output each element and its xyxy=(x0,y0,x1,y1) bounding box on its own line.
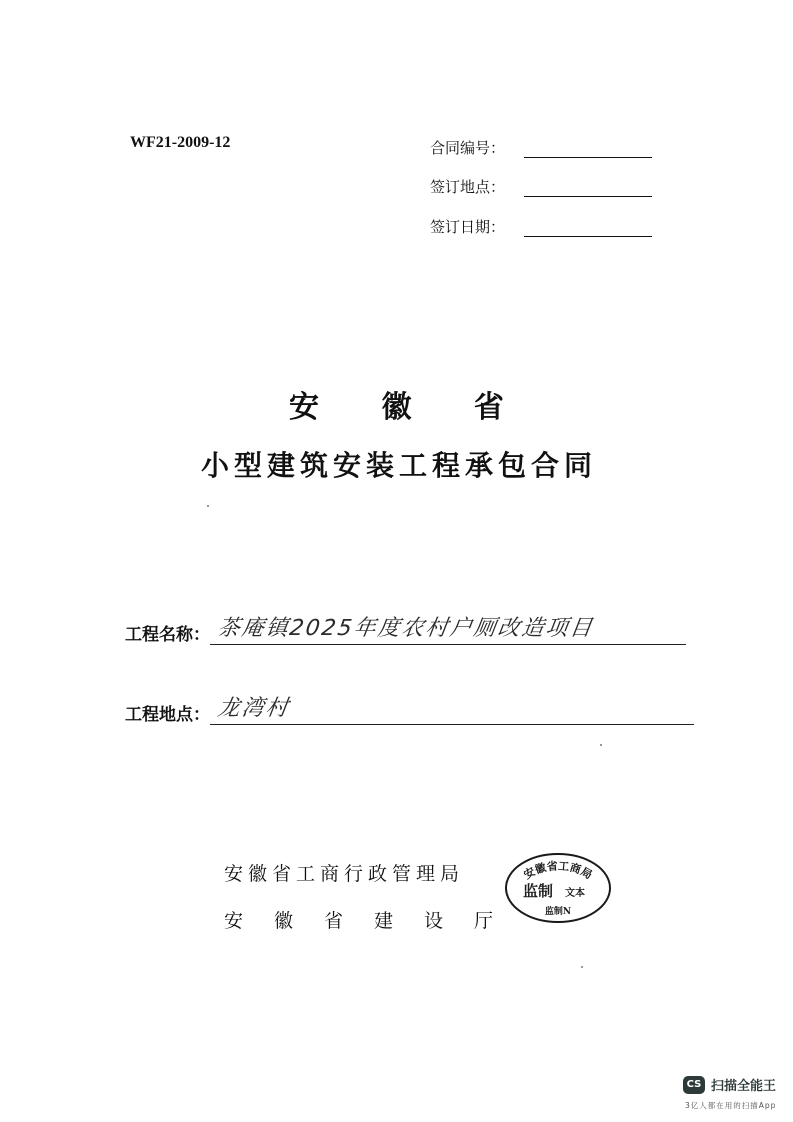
contract-number-label: 合同编号： xyxy=(430,139,506,157)
contract-title: 小型建筑安装工程承包合同 xyxy=(200,449,597,482)
seal-bottom-text: 监制N xyxy=(544,907,572,917)
province-title: 安 徽 省 xyxy=(289,390,530,425)
contract-number-field[interactable] xyxy=(524,139,652,158)
scanner-badge xyxy=(683,1075,776,1094)
sign-date-label: 签订日期： xyxy=(430,218,506,236)
seal-arc-text: 安徽省工商局 xyxy=(521,859,595,882)
sign-place-row xyxy=(430,176,652,197)
sign-date-row xyxy=(430,216,652,237)
contract-number-row xyxy=(430,137,652,158)
sign-place-field[interactable] xyxy=(524,178,652,197)
camscanner-icon: CS xyxy=(683,1076,705,1094)
issuer-construction: 安徽省建设厅 xyxy=(224,910,525,932)
official-seal xyxy=(503,852,613,924)
seal-right-text: 文本 xyxy=(565,888,585,899)
scan-speck xyxy=(600,744,602,746)
seal-middle-text: 监制 xyxy=(523,882,554,900)
sign-place-label: 签订地点： xyxy=(430,178,506,196)
project-name-field[interactable] xyxy=(210,614,686,645)
form-code: WF21-2009-12 xyxy=(130,134,231,151)
project-name-value: 茶庵镇2025年度农村户厕改造项目 xyxy=(215,616,596,641)
issuer-aic: 安徽省工商行政管理局 xyxy=(224,863,465,885)
project-site-row xyxy=(125,694,694,725)
project-site-label: 工程地点： xyxy=(125,705,210,725)
project-site-value: 龙湾村 xyxy=(215,696,292,721)
scan-speck xyxy=(581,966,583,968)
project-site-field[interactable] xyxy=(210,694,694,725)
scanner-app-name: 扫描全能王 xyxy=(711,1079,777,1094)
scan-speck xyxy=(207,505,209,507)
project-name-label: 工程名称： xyxy=(125,625,210,645)
sign-date-field[interactable] xyxy=(524,218,652,237)
scanner-tagline: 3亿人都在用的扫描App xyxy=(685,1101,777,1110)
project-name-row xyxy=(125,614,686,645)
